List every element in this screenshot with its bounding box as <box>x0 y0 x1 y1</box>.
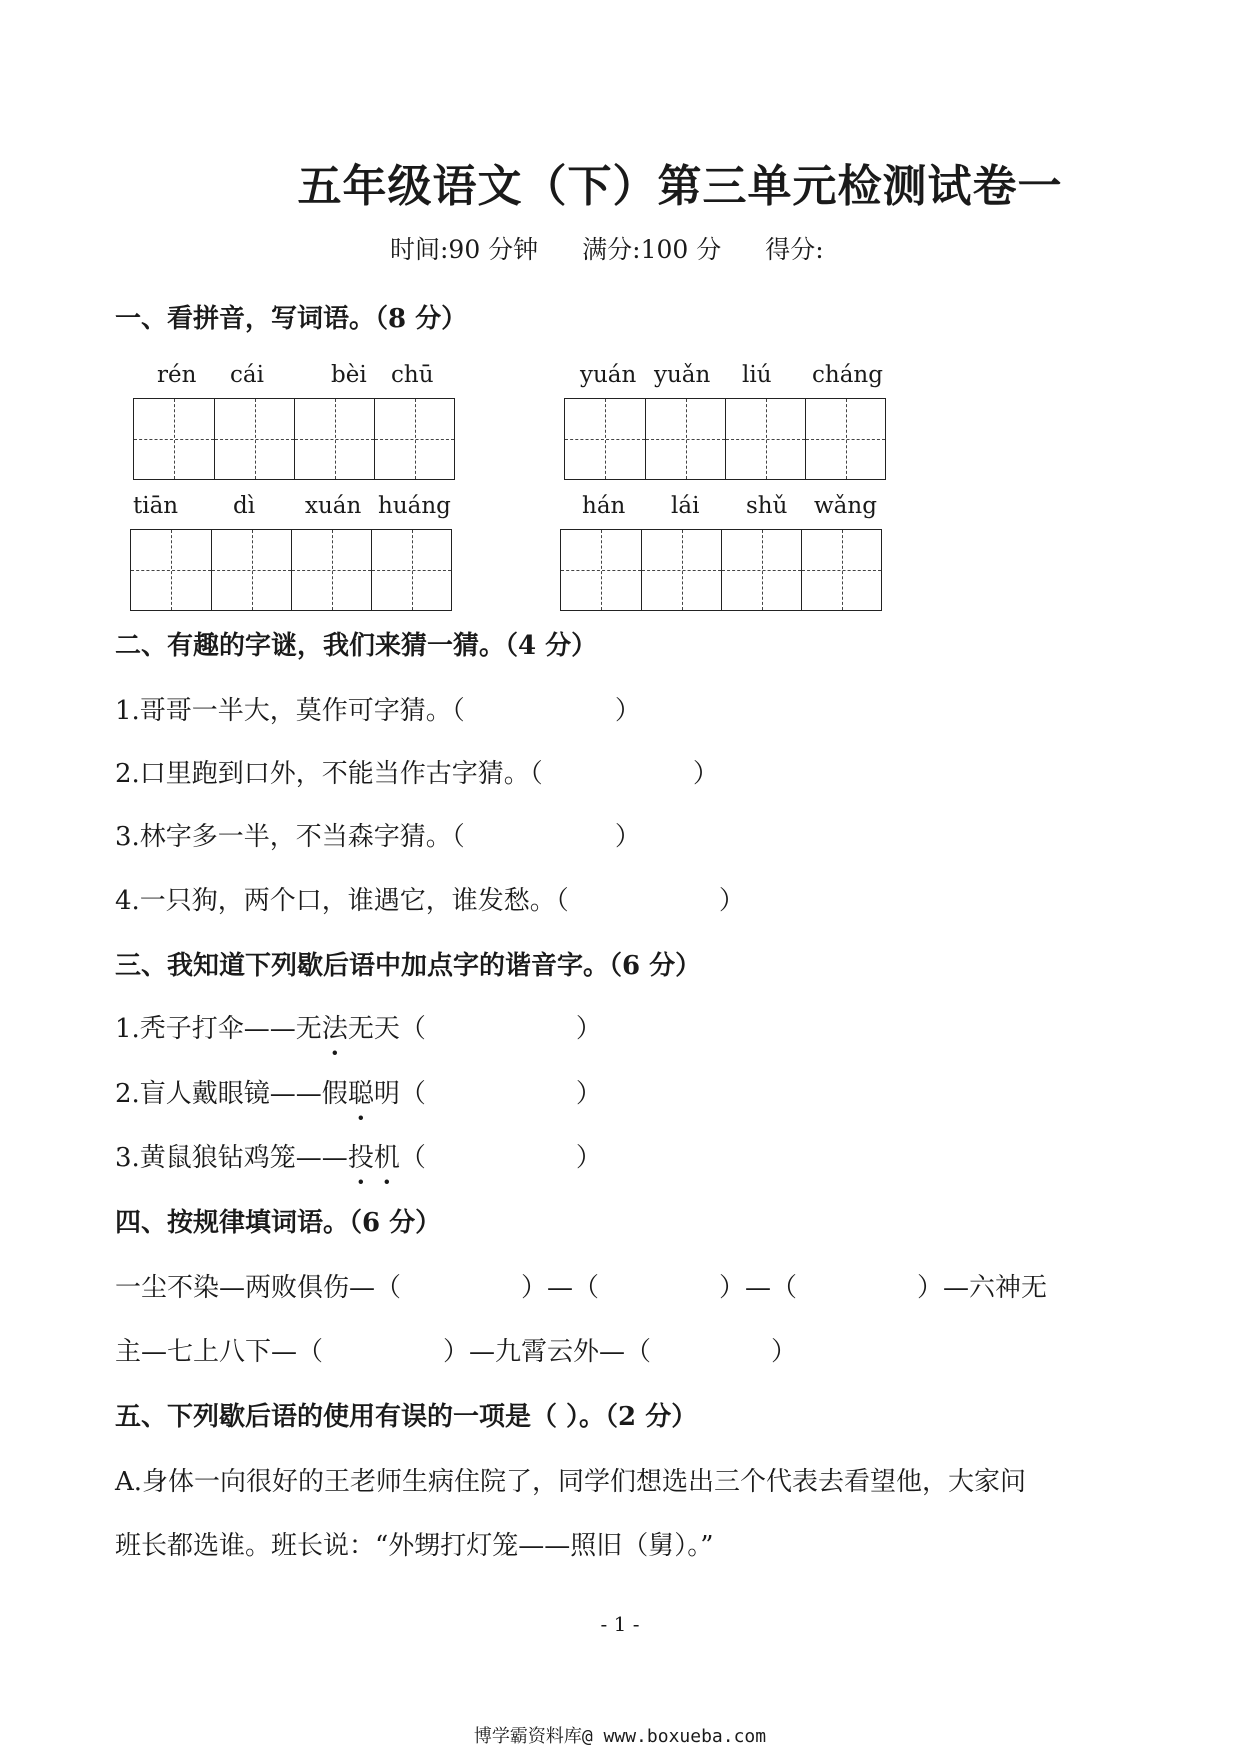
pinyin-label: wǎng <box>814 493 877 519</box>
pattern-text: ）—（ <box>719 1273 798 1303</box>
pinyin-group-1 <box>133 362 463 482</box>
char-cell[interactable] <box>641 530 721 610</box>
char-cell[interactable] <box>371 530 451 610</box>
pattern-line-1 <box>115 1267 1047 1304</box>
riddle-1 <box>115 690 641 727</box>
xiehouyu-3 <box>115 1137 602 1174</box>
dotted-char: 投 <box>347 1143 374 1173</box>
page-number: - 1 - <box>600 1612 640 1636</box>
pinyin-group-3 <box>130 493 460 613</box>
dotted-char: 聪 <box>347 1079 374 1109</box>
xiehouyu-1 <box>115 1008 602 1045</box>
pattern-text: ）—（ <box>521 1273 600 1303</box>
footer-watermark: 博学霸资料库@ www.boxueba.com <box>473 1726 767 1747</box>
pattern-text: 一尘不染—两败俱伤—（ <box>115 1273 402 1303</box>
section-2-heading: 二、有趣的字谜，我们来猜一猜。（4 分） <box>115 631 598 661</box>
char-cell[interactable] <box>645 399 725 479</box>
riddle-text: 4.一只狗，两个口，谁遇它，谁发愁。（ <box>115 886 569 916</box>
riddle-text: 3.林字多一半，不当森字猜。（ <box>115 822 465 852</box>
pinyin-label: liú <box>742 362 772 388</box>
section-3-heading: 三、我知道下列歇后语中加点字的谐音字。（6 分） <box>115 951 702 981</box>
exam-time: 时间:90 分钟 <box>390 235 539 264</box>
pinyin-label: yuǎn <box>654 362 711 388</box>
page-title: 五年级语文（下）第三单元检测试卷一 <box>297 161 1063 212</box>
char-cell[interactable] <box>374 399 454 479</box>
paren-close: ） <box>575 1143 602 1173</box>
pinyin-label: cháng <box>812 362 883 388</box>
xiehouyu-text: （ <box>399 1143 426 1173</box>
char-cell[interactable] <box>131 530 211 610</box>
dotted-char: 机 <box>373 1143 400 1173</box>
pinyin-label: xuán <box>305 493 362 519</box>
char-cell[interactable] <box>801 530 881 610</box>
pinyin-label: dì <box>233 493 256 519</box>
xiehouyu-text: 2.盲人戴眼镜——假 <box>115 1079 348 1109</box>
char-cell[interactable] <box>291 530 371 610</box>
char-cell[interactable] <box>721 530 801 610</box>
writing-grid[interactable] <box>133 398 455 480</box>
riddle-text: 2.口里跑到口外，不能当作古字猜。（ <box>115 759 543 789</box>
char-cell[interactable] <box>805 399 885 479</box>
pinyin-label: tiān <box>133 493 179 519</box>
char-cell[interactable] <box>294 399 374 479</box>
xiehouyu-2 <box>115 1073 602 1110</box>
pinyin-label: rén <box>157 362 197 388</box>
char-cell[interactable] <box>725 399 805 479</box>
paren-close: ） <box>575 1014 602 1044</box>
section-5-heading: 五、下列歇后语的使用有误的一项是（ ）。（2 分） <box>115 1402 698 1432</box>
writing-grid[interactable] <box>560 529 882 611</box>
riddle-close: ） <box>692 759 719 789</box>
pinyin-label: shǔ <box>746 493 788 519</box>
option-a-line-1: A.身体一向很好的王老师生病住院了，同学们想选出三个代表去看望他，大家问 <box>115 1467 1027 1497</box>
pinyin-label: yuán <box>580 362 637 388</box>
dotted-char: 法 <box>321 1014 348 1044</box>
xiehouyu-text: 无天（ <box>347 1014 426 1044</box>
pattern-text: ）—六神无 <box>917 1273 1048 1303</box>
char-cell[interactable] <box>561 530 641 610</box>
xiehouyu-text: 明（ <box>373 1079 426 1109</box>
pinyin-label: lái <box>671 493 700 519</box>
char-cell[interactable] <box>134 399 214 479</box>
writing-grid[interactable] <box>564 398 886 480</box>
char-cell[interactable] <box>565 399 645 479</box>
writing-grid[interactable] <box>130 529 452 611</box>
pattern-text: ） <box>771 1337 798 1367</box>
pinyin-group-4 <box>560 493 890 613</box>
xiehouyu-text: 1.秃子打伞——无 <box>115 1014 322 1044</box>
pinyin-label: chū <box>391 362 434 388</box>
riddle-text: 1.哥哥一半大，莫作可字猜。（ <box>115 696 465 726</box>
section-1-heading: 一、看拼音，写词语。（8 分） <box>115 304 468 334</box>
pinyin-group-2 <box>564 362 894 482</box>
section-4-heading: 四、按规律填词语。（6 分） <box>115 1208 442 1238</box>
pinyin-label: huáng <box>378 493 451 519</box>
char-cell[interactable] <box>211 530 291 610</box>
pattern-line-2 <box>115 1331 797 1368</box>
pinyin-label: hán <box>582 493 626 519</box>
option-a-line-2: 班长都选谁。班长说：“外甥打灯笼——照旧（舅）。” <box>115 1531 714 1561</box>
pattern-text: ）—九霄云外—（ <box>443 1337 652 1367</box>
riddle-4 <box>115 880 745 917</box>
xiehouyu-text: 3.黄鼠狼钻鸡笼—— <box>115 1143 348 1173</box>
pinyin-label: cái <box>230 362 264 388</box>
riddle-close: ） <box>718 886 745 916</box>
exam-meta <box>390 230 860 266</box>
pattern-text: 主—七上八下—（ <box>115 1337 324 1367</box>
riddle-3 <box>115 816 641 853</box>
pinyin-label: bèi <box>331 362 367 388</box>
riddle-2 <box>115 753 719 790</box>
exam-full-score: 满分:100 分 <box>582 235 722 264</box>
riddle-close: ） <box>614 822 641 852</box>
exam-score-label: 得分: <box>765 235 824 264</box>
paren-close: ） <box>575 1079 602 1109</box>
riddle-close: ） <box>614 696 641 726</box>
char-cell[interactable] <box>214 399 294 479</box>
